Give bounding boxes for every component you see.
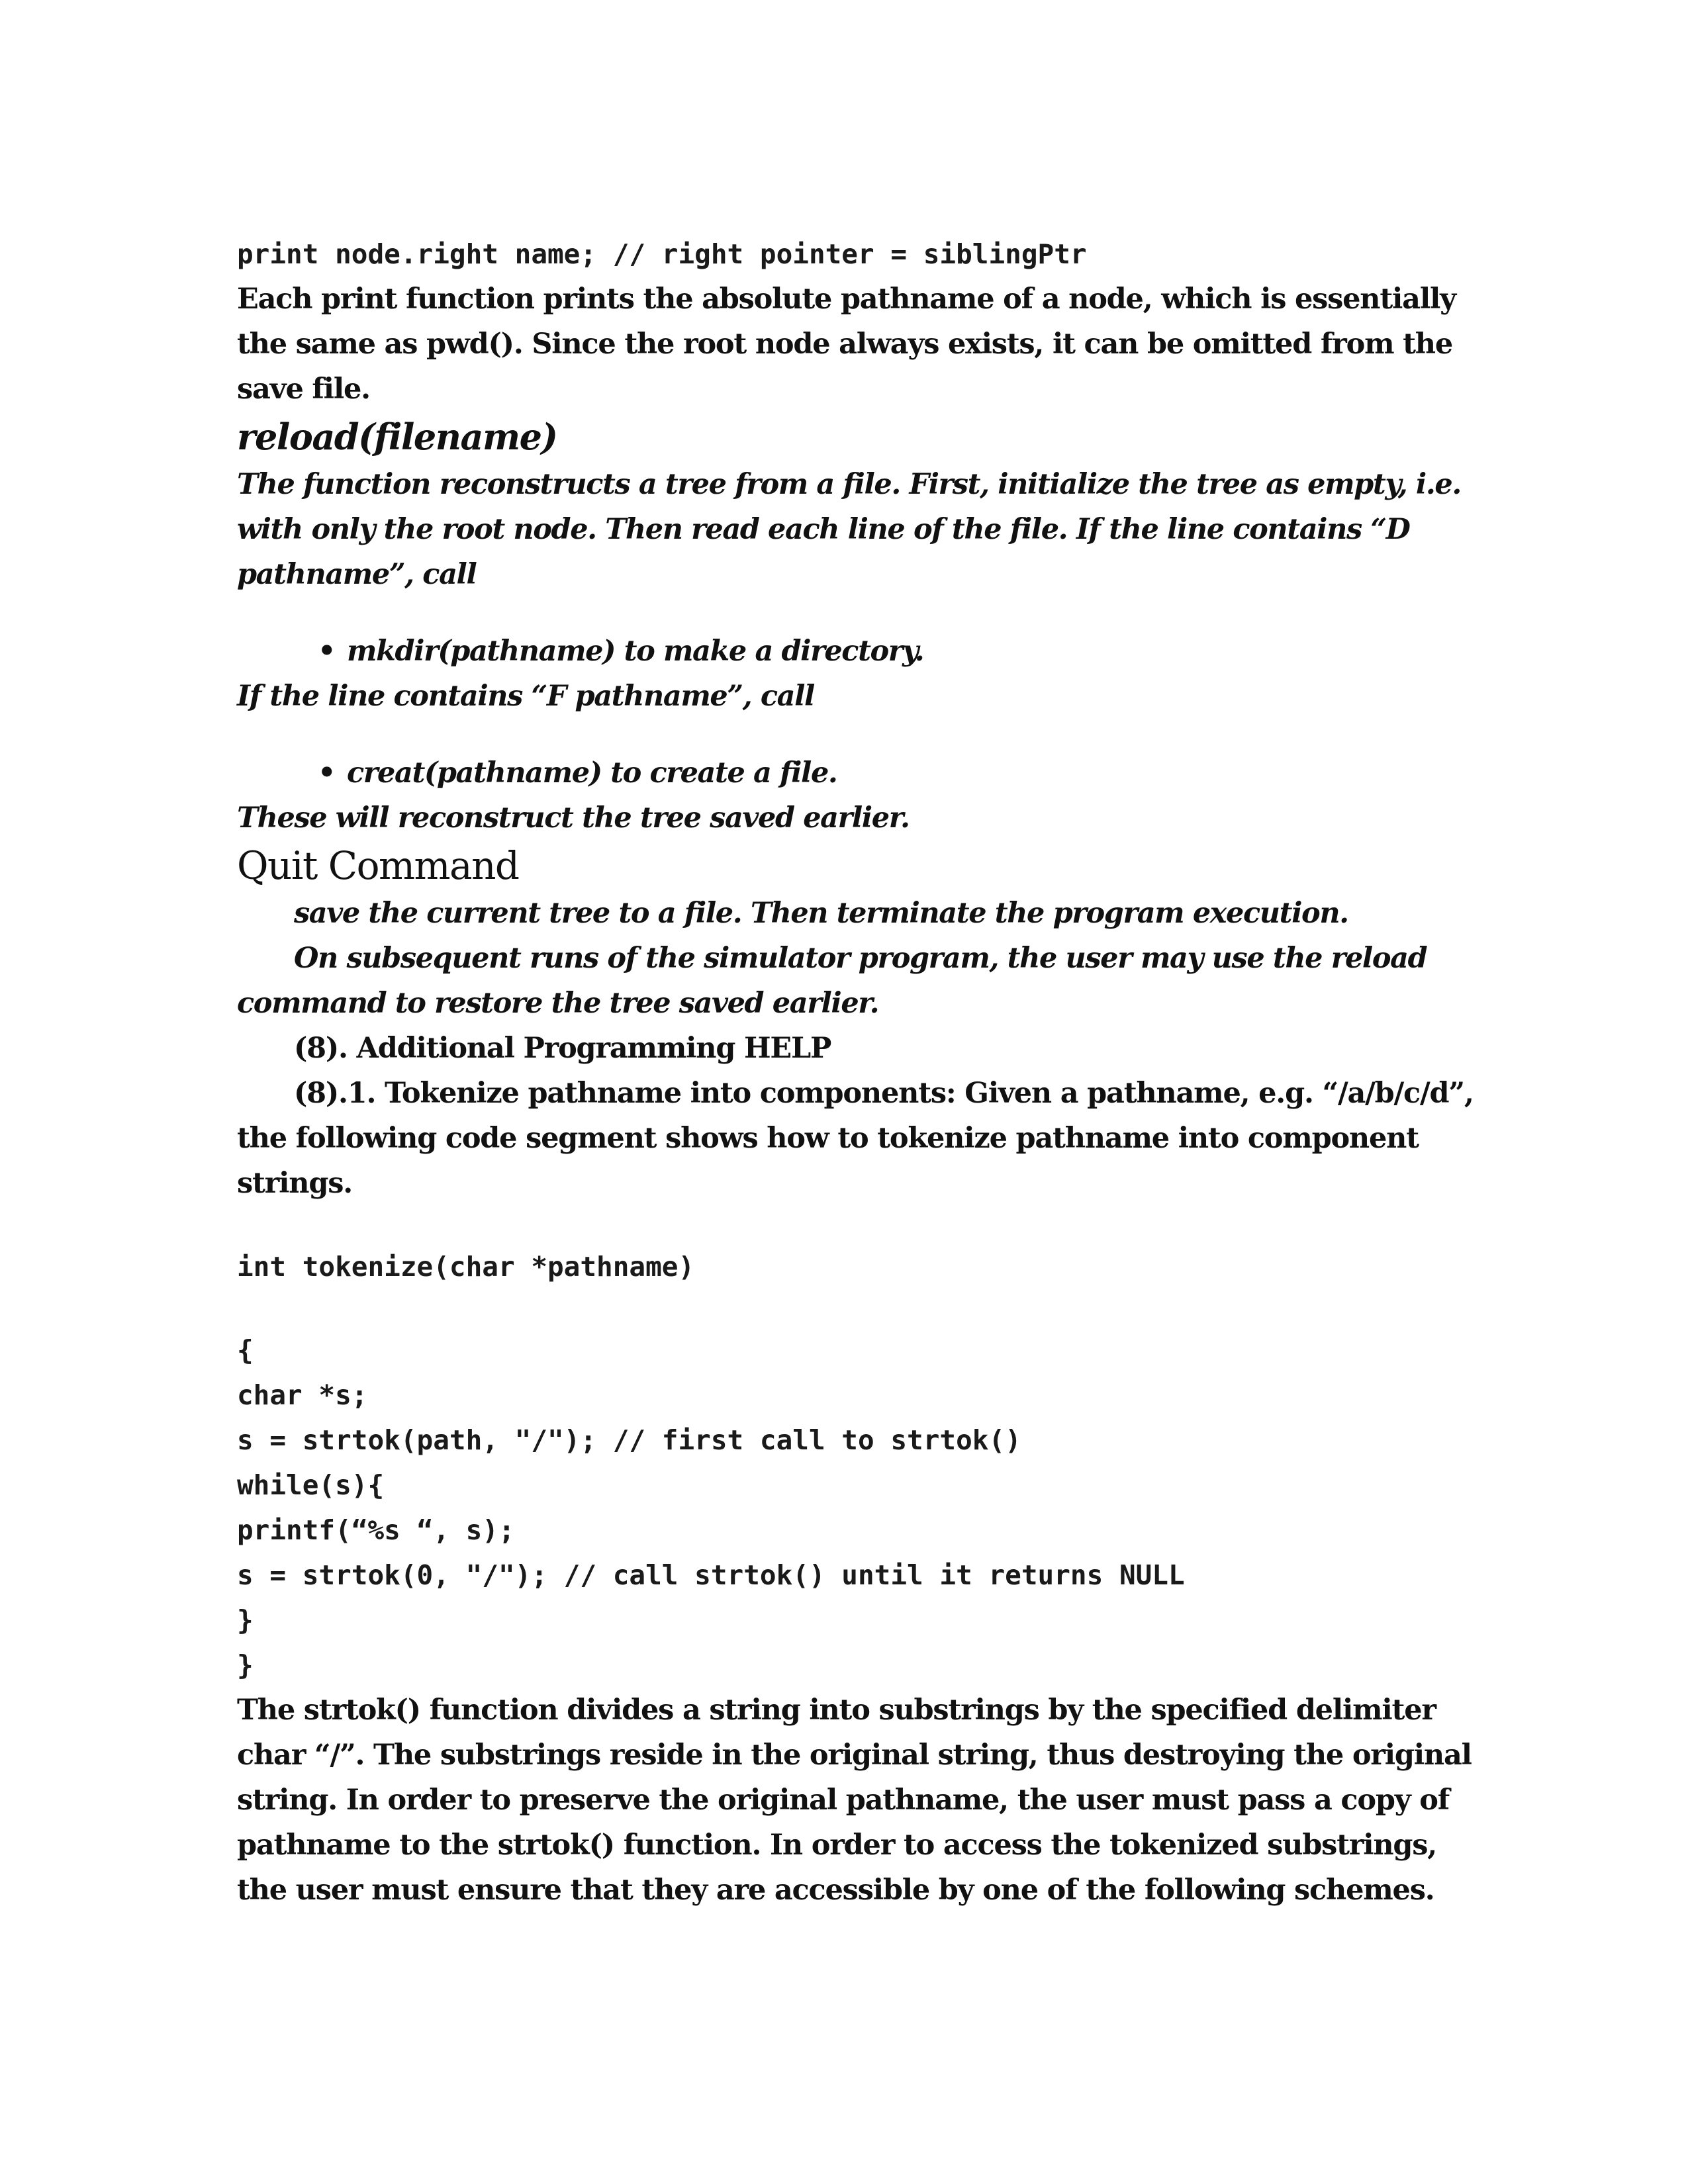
code-print-node-right: print node.right name; // right pointer = siblingPtr	[237, 238, 1087, 270]
code-block-tokenize-body	[237, 1328, 1481, 1688]
paragraph-reload-f-line: If the line contains “F pathname”, call	[237, 680, 814, 713]
paragraph-quit-subsequent: On subsequent runs of the simulator program, the user may use the reload command to restore the tree saved earlier.	[237, 942, 1427, 1020]
heading-reload-filename: reload(filename)	[237, 416, 557, 458]
paragraph-quit-save: save the current tree to a file. Then terminate the program execution.	[294, 897, 1348, 930]
code-line: s = strtok(0, "/"); // call strtok() until it returns NULL	[237, 1559, 1185, 1591]
section-8-1-tokenize: (8).1. Tokenize pathname into components: Given a pathname, e.g. “/a/b/c/d”, the following code segment shows how to tokenize pathname into component strings.	[237, 1077, 1474, 1200]
code-line: }	[237, 1649, 254, 1681]
bullet-mkdir	[237, 629, 1481, 674]
code-line: char *s;	[237, 1379, 368, 1411]
bullet-mkdir-text: mkdir(pathname) to make a directory.	[347, 635, 924, 668]
bullet-creat	[237, 751, 1481, 796]
code-line: printf(“%s “, s);	[237, 1514, 515, 1546]
paragraph-print-function: Each print function prints the absolute pathname of a node, which is essentially the same as pwd(). Since the root node always exists, it can be omitted from the save file.	[237, 283, 1456, 406]
paragraph-reload-end: These will reconstruct the tree saved earlier.	[237, 801, 910, 835]
paragraph-strtok-explanation: The strtok() function divides a string into substrings by the specified delimiter char “/”. The substrings reside in the original string, thus destroying the original string. In order to preserve the original pathname, the user must pass a copy of pathname to the strtok() function. In order to access the tokenized substrings, the user must ensure that they are accessible by one of the following schemes.	[237, 1694, 1472, 1907]
bullet-dot-icon: •	[318, 756, 336, 790]
paragraph-reload-intro: The function reconstructs a tree from a file. First, initialize the tree as empty, i.e. with only the root node. Then read each line of the file. If the line contains “D pathname”, call	[237, 468, 1461, 591]
code-tokenize-signature: int tokenize(char *pathname)	[237, 1251, 695, 1283]
document-content	[237, 232, 1481, 1913]
bullet-dot-icon: •	[318, 635, 336, 668]
code-line: while(s){	[237, 1469, 385, 1501]
code-line: }	[237, 1604, 254, 1636]
heading-quit-command: Quit Command	[237, 843, 519, 888]
bullet-creat-text: creat(pathname) to create a file.	[347, 756, 837, 790]
code-line: {	[237, 1334, 254, 1366]
code-line: s = strtok(path, "/"); // first call to strtok()	[237, 1424, 1021, 1456]
section-8-title: (8). Additional Programming HELP	[294, 1032, 831, 1065]
